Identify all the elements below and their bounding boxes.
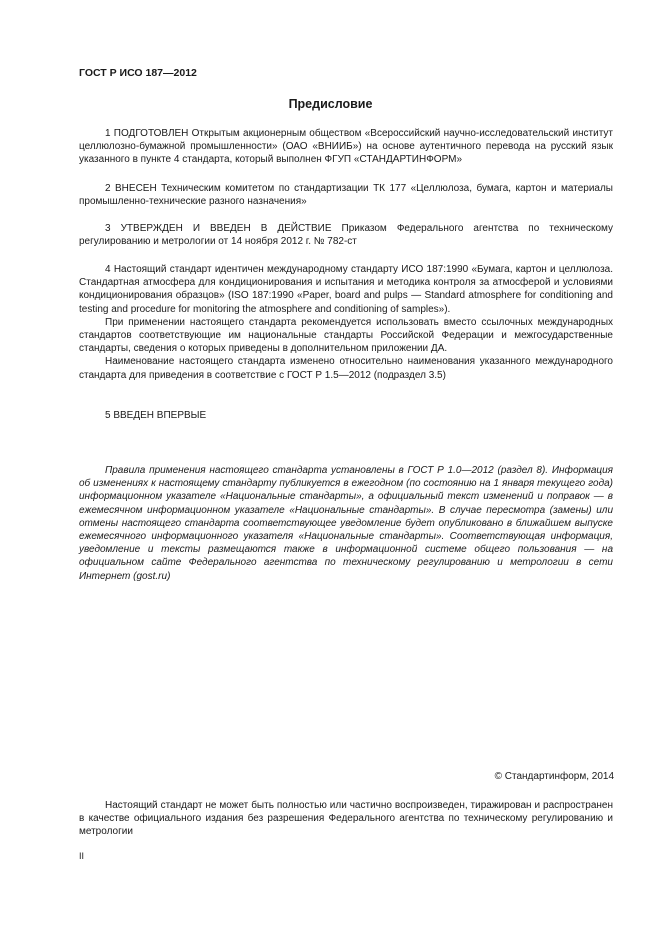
item-4	[79, 263, 613, 382]
item-2	[79, 182, 613, 208]
application-notice	[79, 464, 613, 583]
application-notice-text: Правила применения настоящего стандарта установлены в ГОСТ Р 1.0—2012 (раздел 8). Информация об изменениях к настоящему стандарту публикуется в ежегодном (по состоянию на 1 января текущего года) информационном указателе «Национальные стандарты», а официальный текст изменений и поправок — в ежемесячном информационном указателе «Национальные стандарты». В случае пересмотра (замены) или отмены настоящего стандарта соответствующее уведомление будет опубликовано в ближайшем выпуске ежемесячного информационного указателя «Национальные стандарты». Соответствующая информация, уведомление и тексты размещаются также в информационной системе общего пользования — на официальном сайте Федерального агентства по техническому регулированию и метрологии в сети Интернет (gost.ru)	[79, 465, 613, 582]
document-code: ГОСТ Р ИСО 187—2012	[79, 67, 197, 79]
item-3	[79, 222, 613, 248]
reproduction-notice	[79, 799, 613, 839]
item-5-text: 5 ВВЕДЕН ВПЕРВЫЕ	[105, 410, 207, 421]
page-number: II	[79, 851, 85, 861]
item-5	[79, 409, 613, 422]
item-2-text: 2 ВНЕСЕН Техническим комитетом по стандартизации ТК 177 «Целлюлоза, бумага, картон и материалы промышленно-технические разного назначения»	[79, 183, 613, 208]
copyright: © Стандартинформ, 2014	[494, 771, 614, 782]
item-4-text: 4 Настоящий стандарт идентичен международному стандарту ИСО 187:1990 «Бумага, картон и целлюлоза. Стандартная атмосфера для кондиционирования и испытания и методика контроля за атмосферой и условиями кондиционирования образцов» (ISO 187:1990 «Paper, board and pulps — Standard atmosphere for conditioning and testing and procedure for monitoring the atmosphere and conditioning of samples»).	[79, 264, 613, 315]
item-4-paragraph-3: Наименование настоящего стандарта изменено относительно наименования указанного международного стандарта для приведения в соответствие с ГОСТ Р 1.5—2012 (подраздел 3.5)	[79, 356, 613, 381]
page-title: Предисловие	[288, 97, 373, 111]
item-3-text: 3 УТВЕРЖДЕН И ВВЕДЕН В ДЕЙСТВИЕ Приказом Федерального агентства по техническому регулированию и метрологии от 14 ноября 2012 г. № 782-ст	[79, 223, 613, 248]
item-1	[79, 127, 613, 167]
item-4-paragraph-2: При применении настоящего стандарта рекомендуется использовать вместо ссылочных международных стандартов соответствующие им национальные стандарты Российской Федерации и межгосударственные стандарты, сведения о которых приведены в дополнительном приложении ДА.	[79, 316, 613, 355]
item-1-text: 1 ПОДГОТОВЛЕН Открытым акционерным обществом «Всероссийский научно-исследовательский институт целлюлозно-бумажной промышленности» (ОАО «ВНИИБ») на основе аутентичного перевода на русский язык указанного в пункте 4 стандарта, который выполнен ФГУП «СТАНДАРТИНФОРМ»	[79, 128, 613, 166]
reproduction-notice-text: Настоящий стандарт не может быть полностью или частично воспроизведен, тиражирован и распространен в качестве официального издания без разрешения Федерального агентства по техническому регулированию и метрологии	[79, 800, 613, 838]
